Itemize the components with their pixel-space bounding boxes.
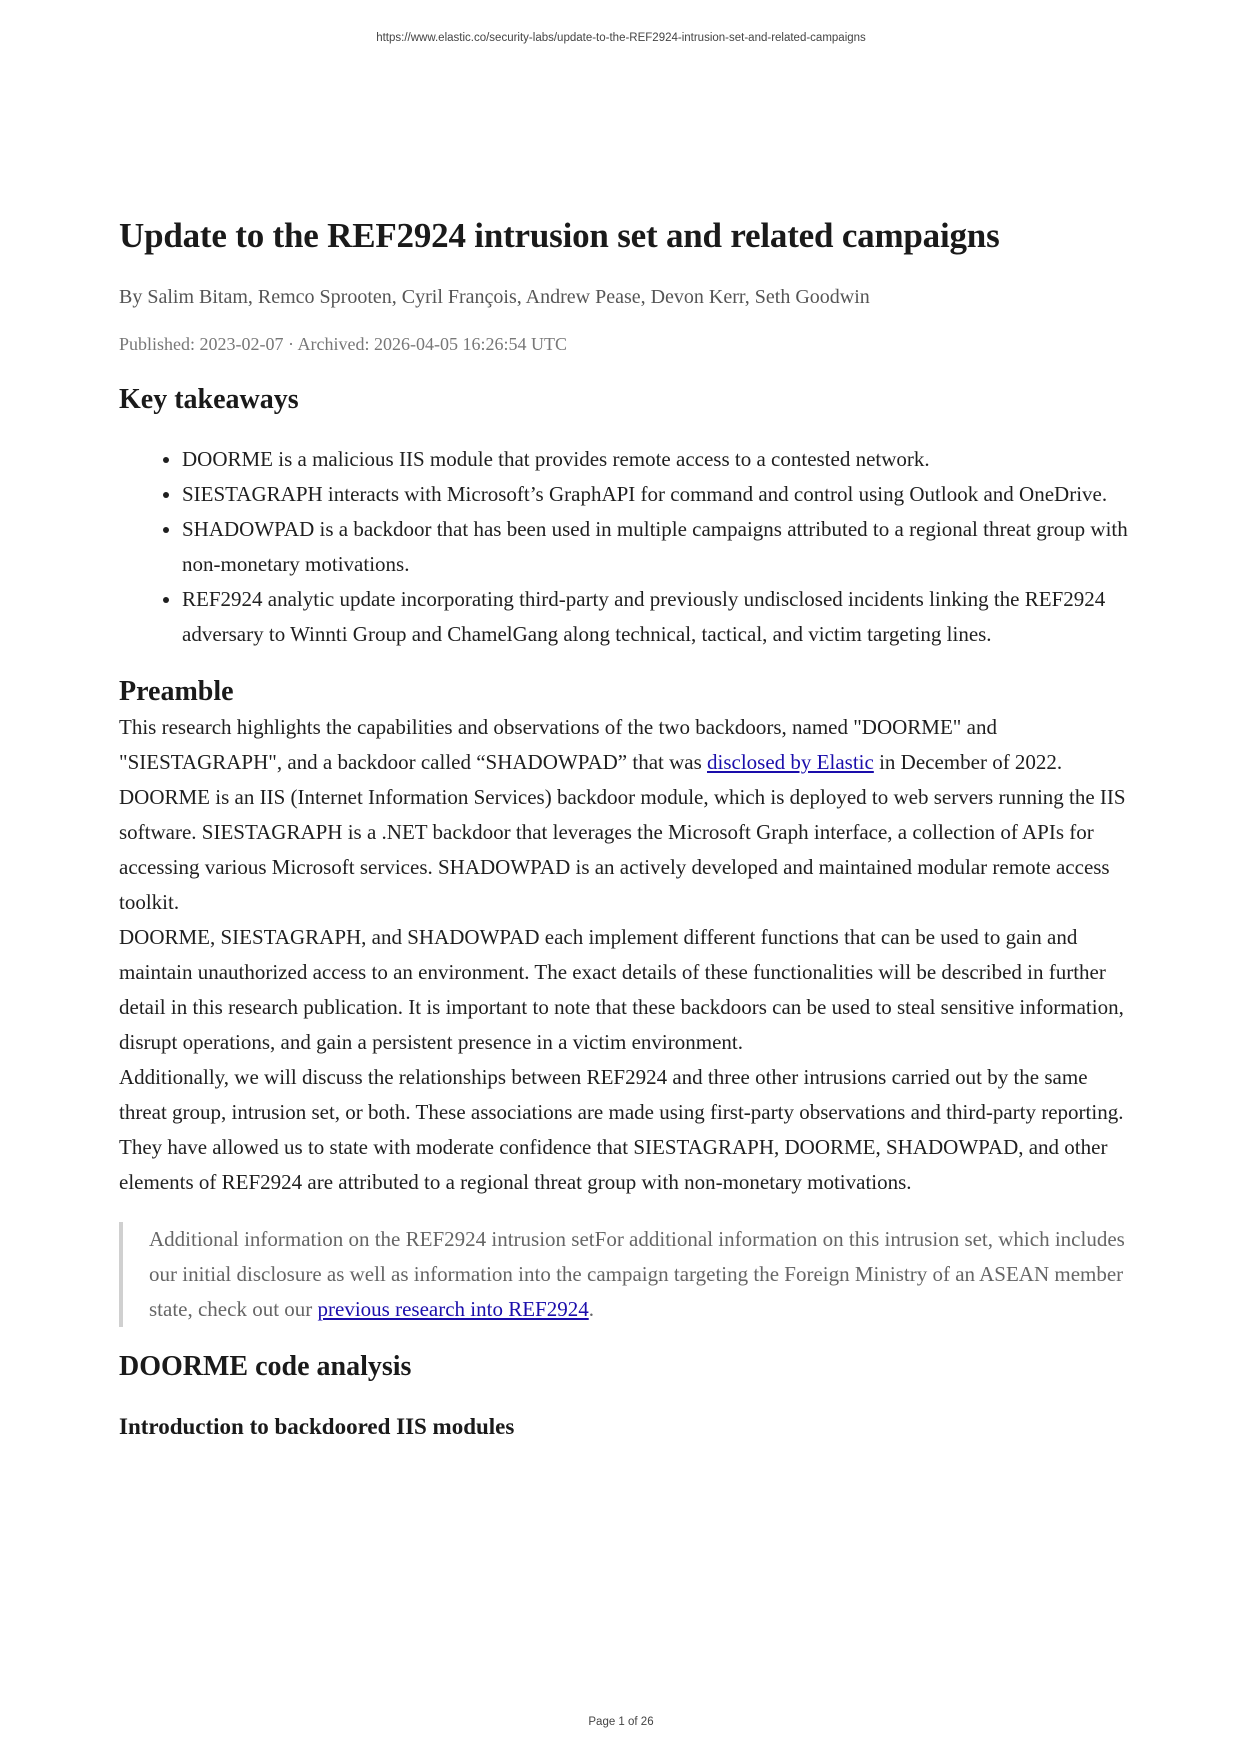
heading-intro-backdoored-iis: Introduction to backdoored IIS modules	[119, 1414, 515, 1439]
list-item: • REF2924 analytic update incorporating third-party and previously undisclosed incidents linking the REF2924 adversary to Winnti Group and ChamelGang along technical, tactical, and victim targeting lines.	[182, 582, 1129, 652]
disclosed-by-elastic-link[interactable]: disclosed by Elastic	[707, 750, 874, 774]
list-item: • SIESTAGRAPH interacts with Microsoft’s GraphAPI for command and control using Outlook and OneDrive.	[182, 477, 1129, 512]
heading-doorme-code-analysis: DOORME code analysis	[119, 1351, 412, 1382]
article-title: Update to the REF2924 intrusion set and related campaigns	[119, 216, 1000, 255]
list-item: • DOORME is a malicious IIS module that provides remote access to a contested network.	[182, 442, 1129, 477]
article	[119, 210, 1129, 1442]
preamble-paragraph-3: Additionally, we will discuss the relationships between REF2924 and three other intrusions carried out by the same threat group, intrusion set, or both. These associations are made using first-party observations and third-party reporting. They have allowed us to state with moderate confidence that SIESTAGRAPH, DOORME, SHADOWPAD, and other elements of REF2924 are attributed to a regional threat group with non-monetary motivations.	[119, 1065, 1124, 1194]
preamble-paragraph-1	[119, 710, 1129, 920]
page-number: Page 1 of 26	[588, 1716, 654, 1728]
paragraph-text: This research highlights the capabilities and observations of the two backdoors, named "DOORME" and "SIESTAGRAPH", and a backdoor called “SHADOWPAD” that was	[119, 715, 997, 774]
preamble-paragraph-2: DOORME, SIESTAGRAPH, and SHADOWPAD each implement different functions that can be used to gain and maintain unauthorized access to an environment. The exact details of these functionalities will be described in further detail in this research publication. It is important to note that these backdoors can be used to steal sensitive information, disrupt operations, and gain a persistent presence in a victim environment.	[119, 925, 1124, 1054]
note-text: Additional information on the REF2924 intrusion setFor additional information on this intrusion set, which includes our initial disclosure as well as information into the campaign targeting the Foreign Ministry of an ASEAN member state, check out our	[149, 1227, 1125, 1321]
note-blockquote	[119, 1222, 1129, 1327]
key-takeaways-list	[119, 442, 1129, 652]
note-text: .	[588, 1297, 594, 1321]
list-item: • SHADOWPAD is a backdoor that has been used in multiple campaigns attributed to a regional threat group with non-monetary motivations.	[182, 512, 1129, 582]
article-meta: Published: 2023-02-07 · Archived: 2026-04-05 16:26:54 UTC	[119, 334, 567, 354]
article-byline: By Salim Bitam, Remco Sprooten, Cyril François, Andrew Pease, Devon Kerr, Seth Goodwin	[119, 286, 870, 308]
heading-preamble: Preamble	[119, 676, 234, 707]
page-url-header: https://www.elastic.co/security-labs/update-to-the-REF2924-intrusion-set-and-related-campaigns	[376, 32, 866, 44]
paragraph-text: in December of 2022. DOORME is an IIS (Internet Information Services) backdoor module, which is deployed to web servers running the IIS software. SIESTAGRAPH is a .NET backdoor that leverages the Microsoft Graph interface, a collection of APIs for accessing various Microsoft services. SHADOWPAD is an actively developed and maintained modular remote access toolkit.	[119, 750, 1126, 914]
previous-research-link[interactable]: previous research into REF2924	[317, 1297, 589, 1321]
heading-key-takeaways: Key takeaways	[119, 384, 299, 415]
